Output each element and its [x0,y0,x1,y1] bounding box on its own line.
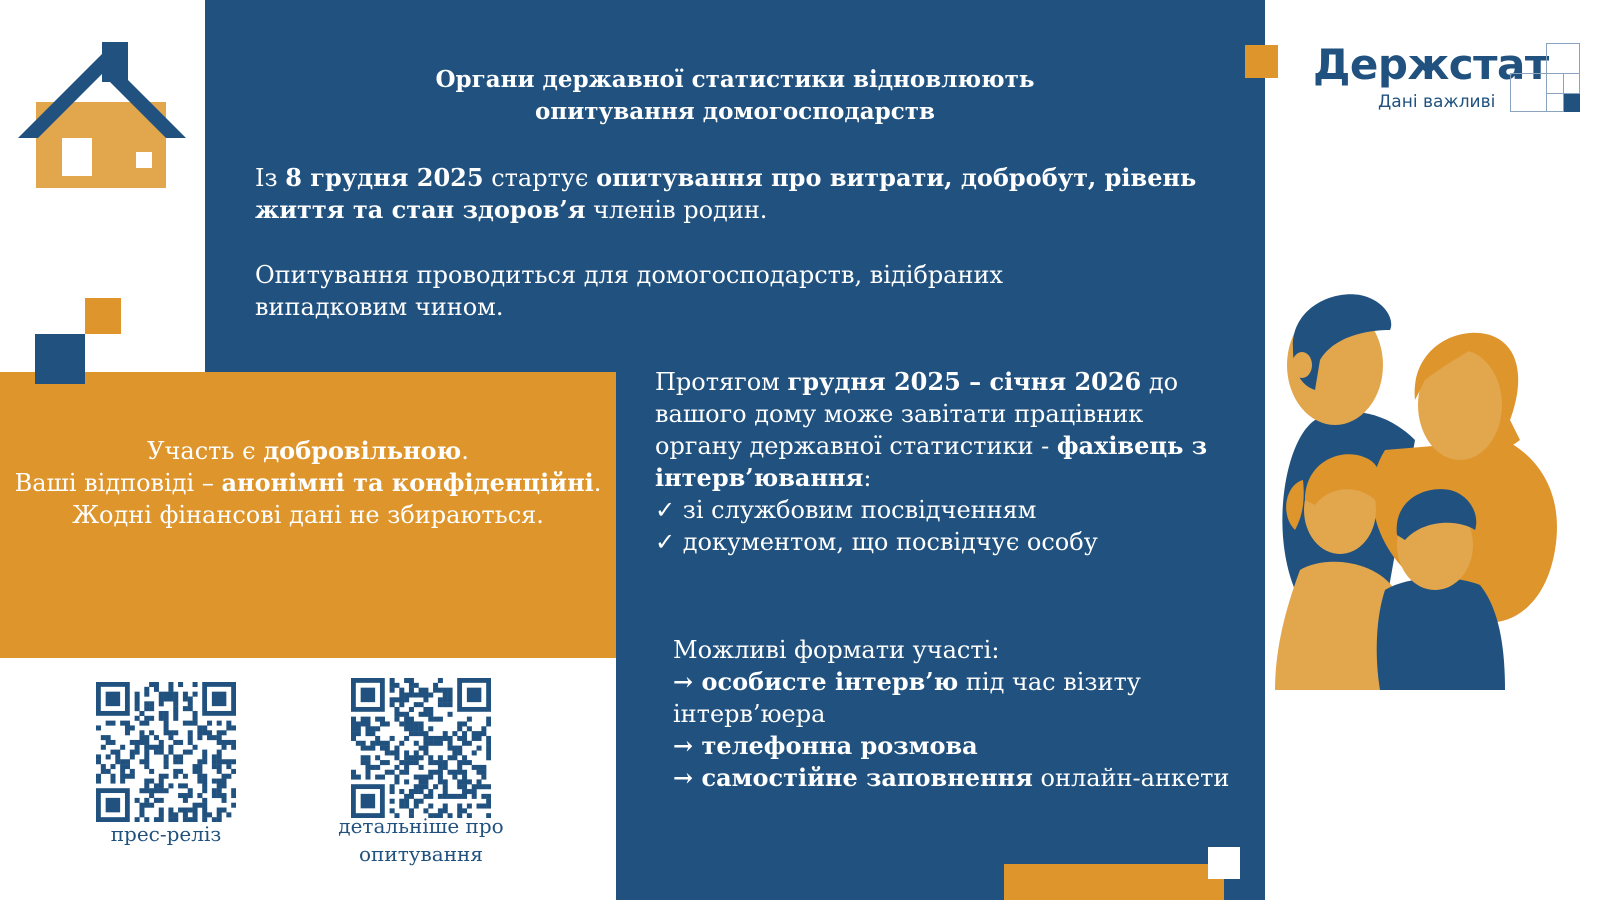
participation-line [0,435,616,467]
title-line: опитування домогосподарств [535,98,935,125]
participation-text-part: Участь є [147,437,264,465]
participation-line [0,467,616,499]
check-item: ✓ документом, що посвідчує особу [655,528,1098,556]
decor-square [85,298,121,334]
formats-heading: Можливі формати участі: [673,636,1000,664]
format-item-bold: → телефонна розмова [673,731,978,760]
intro-survey-topic: опитування про витрати, добробут, рівень життя та стан здоров’я [255,163,1197,224]
participation-voluntary: добровільною [263,436,462,465]
logo-wordmark: Держстат [1313,40,1549,89]
page-title [205,64,1265,128]
house-icon [16,40,188,190]
intro-paragraph [255,162,1235,226]
family-illustration [1275,290,1585,690]
title-line: Органи державної статистики відновлюють [435,66,1035,93]
format-item [673,762,1233,794]
intro-text: стартує [483,164,597,192]
intro-text: Із [255,164,286,192]
qr-code-icon[interactable] [351,678,491,818]
interviewer-role: фахівець з інтерв’ювання [655,431,1208,492]
qr-label-survey-details[interactable]: детальніше про опитування [338,814,504,866]
selection-paragraph: Опитування проводиться для домогосподарств, відібраних випадковим чином. [255,261,1004,321]
logo-grid-icon [1510,43,1580,113]
participation-text-part: . [461,437,469,465]
decor-square [1004,864,1224,900]
participation-text-part: Ваші відповіді – [14,469,222,497]
format-item [673,730,1233,762]
participation-anonymous: анонімні та конфіденційні [221,468,594,497]
format-item-bold: → особисте інтерв’ю [673,667,959,696]
format-item-bold: → самостійне заповнення [673,763,1033,792]
visit-text-part: до вашого дому може завітати працівник органу державної статистики - [655,368,1179,460]
check-item: ✓ зі службовим посвідченням [655,496,1037,524]
intro-date: 8 грудня 2025 [285,163,484,192]
logo-tagline: Дані важливі [1378,92,1496,112]
visit-text [655,366,1215,494]
format-item-text: онлайн-анкети [1032,764,1230,792]
participation-text [0,435,616,531]
format-item-text: під час візиту інтерв’юера [673,668,1141,728]
visit-text-part: : [863,464,872,492]
decor-square [35,334,85,384]
participation-text-part: . [593,469,602,497]
visit-paragraph [655,366,1215,558]
qr-label-press-release[interactable]: прес-реліз [110,822,222,846]
decor-square [1208,847,1240,879]
intro-text: членів родин. [585,196,768,224]
qr-code-icon[interactable] [96,682,236,822]
participation-line: Жодні фінансові дані не збираються. [72,501,544,529]
visit-period: грудня 2025 – січня 2026 [787,367,1142,396]
visit-text-part: Протягом [655,368,788,396]
formats-paragraph [673,634,1233,794]
format-item [673,666,1233,730]
